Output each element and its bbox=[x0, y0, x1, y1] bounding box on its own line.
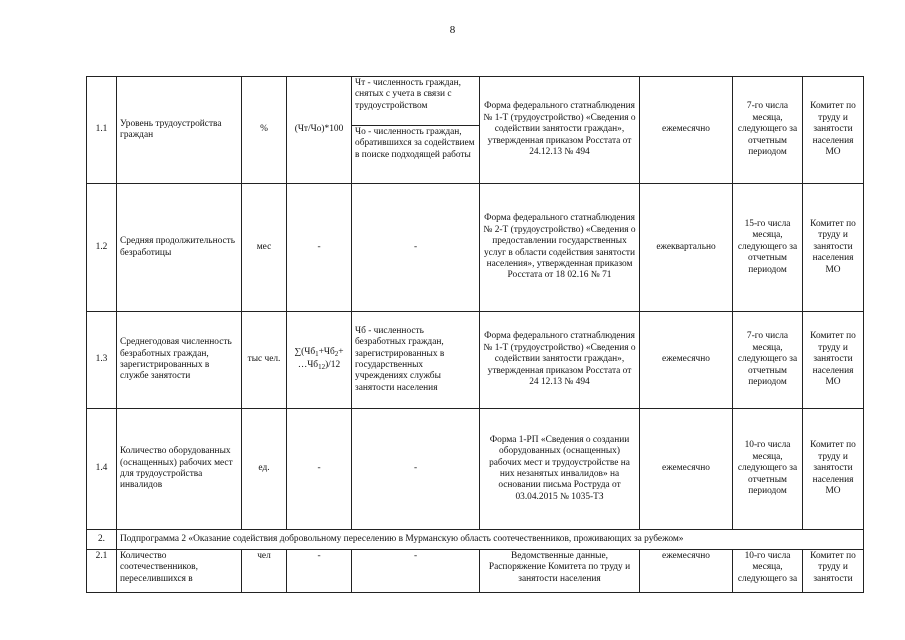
row-number: 2. bbox=[87, 530, 117, 550]
indicator-name: Среднегодовая численность безработных граждан, зарегистрированных в службе занятости bbox=[117, 312, 242, 409]
formula-part: +Чб bbox=[318, 346, 335, 357]
formula-subscript: 2 bbox=[334, 349, 339, 358]
deadline-cell: 15-го числа месяца, следующего за отчетным периодом bbox=[733, 184, 803, 312]
page-number: 8 bbox=[449, 24, 456, 36]
indicator-name: Количество оборудованных (оснащенных) рабочих мест для трудоустройства инвалидов bbox=[117, 409, 242, 530]
periodicity-cell: ежеквартально bbox=[640, 184, 733, 312]
formula-part: + …Чб bbox=[297, 346, 344, 370]
subprogram-title: Подпрограмма 2 «Оказание содействия добровольному переселению в Мурманскую область соотечественников, проживающих за рубежом» bbox=[117, 530, 864, 550]
unit-cell: % bbox=[242, 77, 287, 184]
variables-cell bbox=[352, 77, 480, 184]
deadline-cell: 7-го числа месяца, следующего за отчетным периодом bbox=[733, 312, 803, 409]
formula-part: )/12 bbox=[325, 360, 341, 370]
formula-cell: (Чт/Чо)*100 bbox=[287, 77, 352, 184]
responsible-cell: Комитет по труду и занятости населения МО bbox=[803, 77, 864, 184]
variables-cell: - bbox=[352, 184, 480, 312]
table-row bbox=[87, 77, 864, 184]
row-number: 1.3 bbox=[87, 312, 117, 409]
formula-cell bbox=[287, 312, 352, 409]
unit-cell: тыс чел. bbox=[242, 312, 287, 409]
data-source-cell: Форма федерального статнаблюдения № 2-Т (трудоустройство) «Сведения о предоставлении государственных услуг в области содействия занятости населения», утвержденная приказом Росстата от 18 02.16 № 71 bbox=[480, 184, 640, 312]
row-number: 1.1 bbox=[87, 77, 117, 184]
row-number: 2.1 bbox=[87, 550, 117, 593]
responsible-cell: Комитет по труду и занятости населения МО bbox=[803, 312, 864, 409]
variables-cell: Чб - численность безработных граждан, зарегистрированных в государственных учреждениях службы занятости населения bbox=[352, 312, 480, 409]
indicator-name: Средняя продолжительность безработицы bbox=[117, 184, 242, 312]
row-number: 1.4 bbox=[87, 409, 117, 530]
variable-description: Чт - численность граждан, снятых с учета в связи с трудоустройством bbox=[352, 77, 479, 126]
unit-cell: чел bbox=[242, 550, 287, 593]
formula-cell: - bbox=[287, 409, 352, 530]
table-row bbox=[87, 312, 864, 409]
responsible-cell: Комитет по труду и занятости населения МО bbox=[803, 409, 864, 530]
formula-part: ∑(Чб bbox=[294, 346, 316, 357]
responsible-cell: Комитет по труду и занятости населения МО bbox=[803, 184, 864, 312]
table-row bbox=[87, 550, 864, 593]
responsible-cell: Комитет по труду и занятости bbox=[803, 550, 864, 593]
formula-cell: - bbox=[287, 184, 352, 312]
deadline-cell: 10-го числа месяца, следующего за bbox=[733, 550, 803, 593]
variable-description: Чо - численность граждан, обратившихся за содействием в поиске подходящей работы bbox=[355, 127, 475, 160]
indicators-table bbox=[86, 76, 864, 593]
data-source-cell: Форма федерального статнаблюдения № 1-Т (трудоустройство) «Сведения о содействии занятости граждан», утвержденная приказом Росстата от 24 12.13 № 494 bbox=[480, 312, 640, 409]
row-number: 1.2 bbox=[87, 184, 117, 312]
unit-cell: ед. bbox=[242, 409, 287, 530]
formula-subscript: 1 bbox=[315, 349, 319, 358]
periodicity-cell: ежемесячно bbox=[640, 312, 733, 409]
data-source-cell: Форма федерального статнаблюдения № 1-Т (трудоустройство) «Сведения о содействии занятости граждан», утвержденная приказом Росстата от 24.12.13 № 494 bbox=[480, 77, 640, 184]
table-row bbox=[87, 409, 864, 530]
indicator-name: Количество соотечественников, переселившихся в bbox=[117, 550, 242, 593]
variables-cell: - bbox=[352, 409, 480, 530]
formula-cell: - bbox=[287, 550, 352, 593]
periodicity-cell: ежемесячно bbox=[640, 77, 733, 184]
periodicity-cell: ежемесячно bbox=[640, 409, 733, 530]
table-row bbox=[87, 184, 864, 312]
data-source-cell: Ведомственные данные, Распоряжение Комитета по труду и занятости населения bbox=[480, 550, 640, 593]
unit-cell: мес bbox=[242, 184, 287, 312]
indicator-name: Уровень трудоустройства граждан bbox=[117, 77, 242, 184]
deadline-cell: 10-го числа месяца, следующего за отчетным периодом bbox=[733, 409, 803, 530]
periodicity-cell: ежемесячно bbox=[640, 550, 733, 593]
formula-subscript: 12 bbox=[318, 363, 326, 371]
data-source-cell: Форма 1-РП «Сведения о создании оборудованных (оснащенных) рабочих мест и трудоустройстве на них незанятых инвалидов» на основании письма Роструда от 03.04.2015 № 1035-ТЗ bbox=[480, 409, 640, 530]
deadline-cell: 7-го числа месяца, следующего за отчетным периодом bbox=[733, 77, 803, 184]
subprogram-row bbox=[87, 530, 864, 550]
variables-cell: - bbox=[352, 550, 480, 593]
